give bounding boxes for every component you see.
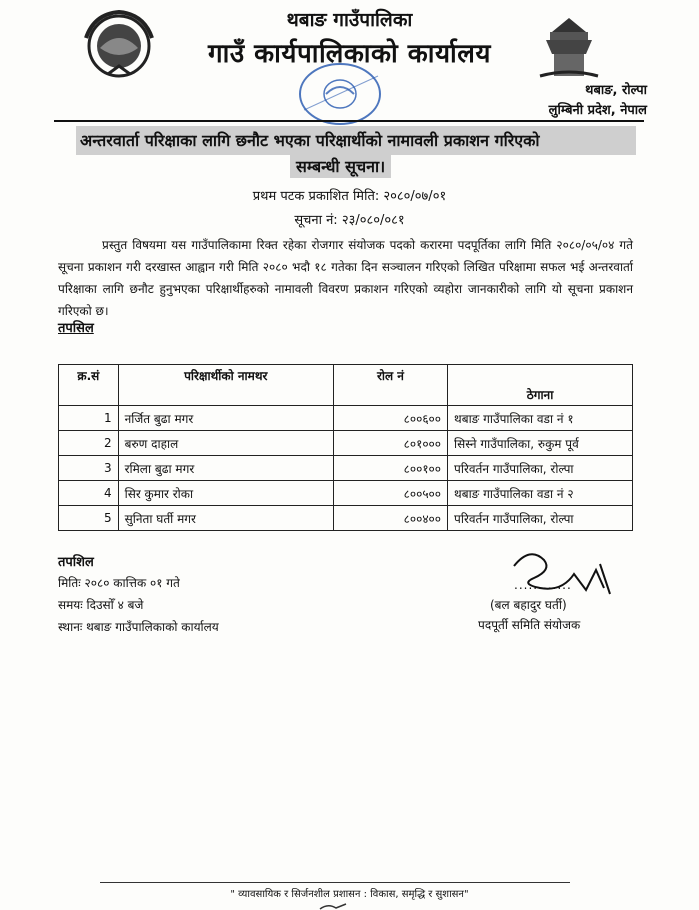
header-divider [54, 120, 644, 122]
cell-name: सुनिता घर्ती मगर [118, 506, 333, 531]
interview-heading: तपशिल [58, 555, 94, 570]
interview-date: मितिः २०८० कात्तिक ०१ गते [58, 576, 180, 590]
cell-roll: ८०१००० [333, 431, 447, 456]
footer-divider [100, 882, 570, 883]
signatory-post: पदपूर्ती समिति संयोजक [478, 618, 581, 632]
municipality-logo [534, 14, 604, 84]
cell-name: बरुण दाहाल [118, 431, 333, 456]
published-date: प्रथम पटक प्रकाशित मिति: २०८०/०७/०१ [252, 189, 447, 204]
col-header-serial: क्र.सं [59, 365, 119, 406]
cell-serial: 3 [59, 456, 119, 481]
page-scrap-mark [318, 902, 348, 910]
candidate-table [58, 364, 633, 531]
notice-subject-line-2: सम्बन्धी सूचना। [290, 154, 391, 178]
interview-time: समयः दिउसोँ ४ बजे [58, 598, 144, 612]
table-row [59, 406, 633, 431]
cell-roll: ८००६०० [333, 406, 447, 431]
cell-name: सिर कुमार रोका [118, 481, 333, 506]
address-line-2: लुम्बिनी प्रदेश, नेपाल [548, 103, 647, 118]
col-header-name: परिक्षार्थीको नामथर [118, 365, 333, 406]
cell-roll: ८००४०० [333, 506, 447, 531]
details-heading: तपसिल [58, 321, 94, 336]
cell-name: रमिला बुढा मगर [118, 456, 333, 481]
table-row [59, 431, 633, 456]
table-row [59, 506, 633, 531]
col-header-roll: रोल नं [333, 365, 447, 406]
office-title: गाउँ कार्यपालिकाको कार्यालय [208, 39, 491, 69]
signatory-name: (बल बहादुर घर्ती) [490, 598, 567, 612]
cell-serial: 5 [59, 506, 119, 531]
cell-roll: ८००१०० [333, 456, 447, 481]
footer-motto: " व्यावसायिक र सिर्जनशील प्रशासन : विकास, समृद्धि र सुशासन" [230, 889, 469, 900]
cell-name: नर्जित बुढा मगर [118, 406, 333, 431]
table-header-row [59, 365, 633, 406]
cell-serial: 4 [59, 481, 119, 506]
notice-subject: अन्तरवार्ता परिक्षाका लागि छनौट भएका परिक्षार्थीको नामावली प्रकाशन गरिएको [76, 126, 636, 155]
municipality-name: थबाङ गाउँपालिका [286, 9, 413, 31]
handwritten-signature [500, 544, 620, 604]
cell-address: सिस्ने गाउँपालिका, रुकुम पूर्व [448, 431, 633, 456]
notice-number: सूचना नं: २३/०८०/०८१ [294, 213, 405, 228]
office-stamp [292, 58, 392, 128]
signature-line: ............ [514, 578, 572, 592]
cell-serial: 1 [59, 406, 119, 431]
col-header-address: ठेगाना [448, 365, 633, 406]
address-line-1: थबाङ, रोल्पा [585, 83, 647, 98]
cell-address: थबाङ गाउँपालिका वडा नं २ [448, 481, 633, 506]
cell-address: थबाङ गाउँपालिका वडा नं १ [448, 406, 633, 431]
cell-address: परिवर्तन गाउँपालिका, रोल्पा [448, 456, 633, 481]
cell-serial: 2 [59, 431, 119, 456]
notice-body: प्रस्तुत विषयमा यस गाउँपालिकामा रिक्त रहेका रोजगार संयोजक पदको करारमा पदपूर्तिका लागि मिति २०८०/०५/०४ गते सूचना प्रकाशन गरी दरखास्त आह्वान गरी मिति २०८० भदौ १८ गतेका दिन सञ्चालन गरिएको लिखित परिक्षामा सफल भई अन्तरवार्ता परिक्षाका लागि छनौट हुनुभएका परिक्षार्थीहरुको नामावली विवरण प्रकाशन गरिएको व्यहोरा जानकारीको लागि यो सूचना प्रकाशन गरिएको छ। [58, 238, 633, 318]
cell-address: परिवर्तन गाउँपालिका, रोल्पा [448, 506, 633, 531]
table-row [59, 456, 633, 481]
cell-roll: ८००५०० [333, 481, 447, 506]
table-row [59, 481, 633, 506]
interview-place: स्थानः थबाङ गाउँपालिकाको कार्यालय [58, 620, 219, 634]
